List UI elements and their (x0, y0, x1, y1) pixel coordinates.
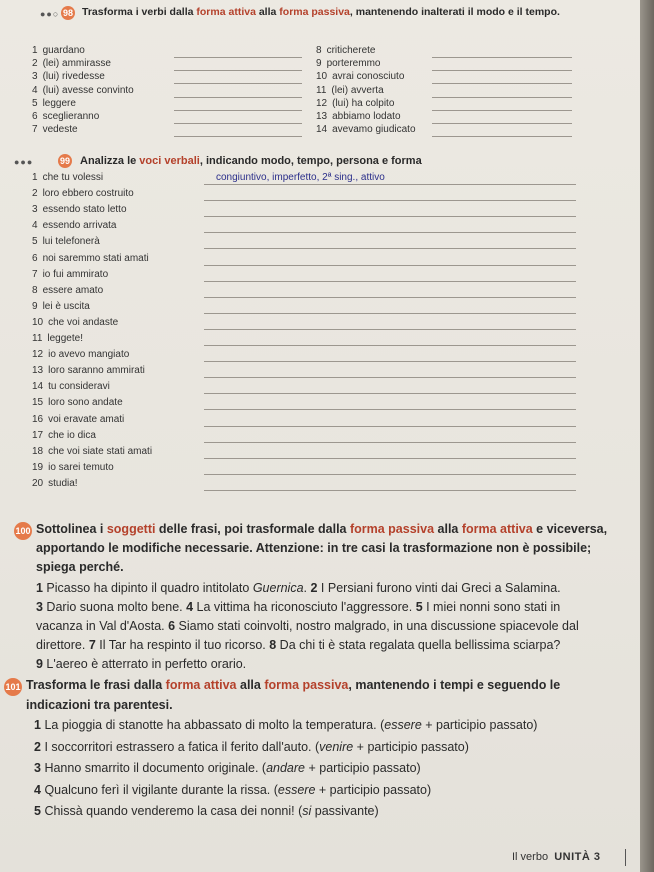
answer-line[interactable] (204, 184, 576, 185)
item-text: essere amato (42, 284, 104, 296)
item-text: io avevo mangiato (48, 349, 130, 361)
item-number: 16 (32, 413, 44, 425)
list-item (32, 220, 117, 231)
item-text: guardano (42, 45, 85, 56)
answer-line[interactable] (204, 200, 576, 201)
hint-rest: + participio passato) (353, 739, 469, 754)
item-number: 13 (316, 111, 328, 122)
item-number: 14 (32, 381, 44, 393)
answer-line[interactable] (174, 97, 302, 98)
item-number: 5 (34, 804, 41, 818)
item-number: 19 (32, 461, 44, 473)
exercise-101-title: Trasforma le frasi dalla forma attiva alla forma passiva, mantenendo i tempi e seguendo le (26, 678, 561, 692)
list-item (32, 98, 76, 109)
item-text: essendo stato letto (42, 204, 127, 216)
item-number: 4 (32, 220, 38, 232)
answer-line[interactable] (432, 83, 572, 84)
answer-line[interactable] (204, 216, 576, 217)
item-number: 5 (32, 97, 38, 109)
item-number: 9 (32, 300, 38, 312)
item-number: 6 (32, 252, 38, 264)
list-item (32, 301, 90, 312)
item-text: vedeste (42, 124, 78, 136)
item-text: Hanno smarrito il documento originale. (44, 761, 259, 775)
item-text: voi eravate amati (48, 413, 125, 425)
hint-keyword: venire (319, 739, 354, 754)
list-item (32, 333, 83, 344)
item-number: 18 (32, 445, 44, 457)
list-item (32, 111, 99, 122)
item-text: criticherete (326, 45, 376, 56)
item-number: 1 (32, 172, 38, 183)
item-number: 10 (32, 316, 44, 328)
answer-line[interactable] (432, 123, 572, 124)
hint-open: ( (270, 782, 278, 797)
hint-open: ( (258, 761, 267, 775)
difficulty-dots: ●●○ (40, 9, 60, 19)
exercise-100-line: 3 Dario suona molto bene. 4 La vittima ha riconosciuto l'aggressore. 5 I miei nonni sono stati in (36, 600, 561, 614)
exercise-101-title-line2: indicazioni tra parentesi. (26, 698, 173, 712)
list-item (34, 718, 537, 732)
item-text: I soccorritori estrassero a fatica il ferito dall'auto. (44, 739, 312, 754)
list-item (32, 397, 123, 408)
list-item (32, 317, 118, 328)
item-number: 12 (316, 97, 328, 109)
item-text: io sarei temuto (48, 461, 114, 473)
answer-line[interactable] (174, 123, 302, 124)
list-item (32, 204, 127, 215)
item-number: 6 (32, 111, 38, 122)
answer-line[interactable] (174, 70, 302, 71)
hint-open: ( (376, 718, 385, 732)
item-number: 13 (32, 365, 44, 377)
exercise-100-title-line3: spiega perché. (36, 560, 124, 574)
item-text: noi saremmo stati amati (42, 252, 149, 264)
answer-line[interactable] (204, 426, 576, 427)
item-text: tu consideravi (48, 381, 110, 393)
answer-line[interactable] (174, 110, 302, 111)
list-item (34, 804, 379, 818)
list-item (32, 124, 78, 135)
answer-line[interactable] (204, 490, 576, 491)
item-text: (lei) avverta (331, 84, 384, 96)
answer-line[interactable] (204, 281, 576, 282)
hint-keyword: andare (266, 761, 306, 775)
item-text: (lui) ha colpito (332, 97, 395, 109)
list-item (316, 98, 394, 109)
item-text: lui telefonerà (42, 236, 100, 248)
list-item (32, 430, 96, 441)
answer-line[interactable] (204, 329, 576, 330)
list-item (34, 761, 421, 775)
item-number: 9 (316, 58, 322, 70)
list-item (32, 381, 110, 392)
answer-line[interactable] (204, 474, 576, 475)
item-text: che voi andaste (48, 316, 119, 328)
answer-line[interactable] (174, 57, 302, 58)
list-item (32, 285, 103, 296)
exercise-100-title: Sottolinea i soggetti delle frasi, poi trasformale dalla forma passiva alla forma attiva e viceversa, (36, 522, 608, 536)
list-item (316, 111, 401, 122)
list-item (32, 462, 114, 473)
item-number: 3 (32, 204, 38, 216)
answer-line[interactable] (432, 57, 572, 58)
item-text: loro sono andate (48, 397, 123, 409)
answer-line[interactable] (204, 361, 576, 362)
item-text: (lui) avesse convinto (42, 84, 134, 96)
list-item (32, 269, 108, 280)
exercise-100-line: 1 Picasso ha dipinto il quadro intitolato Guernica. 2 I Persiani furono vinti dai Greci a Salamina. (36, 581, 561, 595)
item-number: 8 (316, 45, 322, 56)
answer-line[interactable] (204, 409, 576, 410)
list-item (32, 478, 78, 489)
hint-rest: + participio passato) (305, 761, 421, 775)
item-text: che tu volessi (42, 172, 104, 183)
exercise-number-98: 98 (62, 8, 73, 18)
item-number: 20 (32, 477, 44, 489)
page-footer: Il verbo UNITÀ 3 (512, 851, 601, 863)
item-number: 17 (32, 429, 44, 441)
item-number: 5 (32, 236, 38, 248)
exercise-99-title: Analizza le voci verbali, indicando modo, tempo, persona e forma (80, 155, 422, 167)
item-text: avrai conosciuto (332, 71, 405, 83)
item-number: 1 (32, 45, 38, 56)
exercise-100-line: vacanza in Val d'Aosta. 6 Siamo stati coinvolti, nostro malgrado, in una discussione spiacevole dal (36, 619, 579, 633)
hint-open: ( (294, 804, 303, 818)
item-number: 3 (34, 761, 41, 775)
list-item (32, 446, 152, 457)
hint-rest: passivante) (311, 804, 379, 818)
item-text: leggete! (47, 333, 83, 344)
item-text: io fui ammirato (42, 268, 109, 280)
list-item (32, 58, 111, 69)
exercise-number-100: 100 (14, 522, 32, 540)
exercise-100-title-line2: apportando le modifiche necessarie. Attenzione: in tre casi la trasformazione non è possibile; (36, 541, 592, 555)
answer-line[interactable] (204, 248, 576, 249)
list-item (316, 124, 416, 135)
item-number: 14 (316, 124, 328, 136)
item-text: (lei) ammirasse (42, 58, 111, 70)
item-text: Chissà quando venderemo la casa dei nonni! (44, 804, 295, 818)
list-item (316, 71, 404, 82)
item-text: loro ebbero costruito (42, 188, 134, 200)
item-number: 10 (316, 71, 328, 83)
list-item (316, 85, 384, 96)
list-item (32, 45, 85, 56)
list-item (32, 349, 129, 360)
answer-line[interactable] (204, 345, 576, 346)
list-item (32, 85, 134, 96)
item-number: 12 (32, 349, 44, 361)
answer-line[interactable] (204, 458, 576, 459)
page-edge (640, 0, 654, 872)
exercise-100-line: 9 L'aereo è atterrato in perfetto orario. (36, 657, 247, 671)
item-text: abbiamo lodato (332, 111, 401, 122)
exercise-100-line: direttore. 7 Il Tar ha respinto il tuo ricorso. 8 Da chi ti è stata regalata quella bellissima sciarpa? (36, 638, 561, 652)
item-text: La pioggia di stanotte ha abbassato di molto la temperatura. (44, 718, 377, 732)
list-item (34, 740, 469, 754)
list-item (32, 253, 149, 264)
answer-line[interactable] (204, 442, 576, 443)
item-text: sceglieranno (42, 111, 100, 122)
answer-line[interactable] (432, 97, 572, 98)
answer-line[interactable] (432, 136, 572, 137)
list-item (316, 58, 380, 69)
item-text: avevamo giudicato (332, 124, 416, 136)
answer-line[interactable] (432, 110, 572, 111)
item-text: che io dica (48, 429, 96, 441)
item-text: essendo arrivata (42, 220, 117, 232)
list-item (32, 236, 100, 247)
item-number: 2 (34, 739, 41, 754)
footer-divider (625, 849, 626, 866)
hint-keyword: essere (384, 718, 422, 732)
hint-keyword: si (302, 804, 312, 818)
item-text: che voi siate stati amati (48, 445, 153, 457)
hint-rest: + participio passato) (421, 718, 538, 732)
hint-open: ( (311, 739, 320, 754)
answer-line[interactable] (174, 136, 302, 137)
item-number: 7 (32, 124, 38, 136)
item-number: 2 (32, 188, 38, 200)
item-text: loro saranno ammirati (48, 365, 145, 377)
answer-line[interactable] (432, 70, 572, 71)
list-item (32, 414, 124, 425)
answer-line[interactable] (204, 232, 576, 233)
item-number: 4 (34, 782, 41, 797)
item-text: studia! (48, 477, 78, 489)
item-number: 7 (32, 268, 38, 280)
item-text: Qualcuno ferì il vigilante durante la rissa. (44, 782, 271, 797)
item-number: 4 (32, 84, 38, 96)
list-item (32, 172, 103, 183)
difficulty-dots: ●●● (14, 157, 34, 167)
list-item (32, 71, 105, 82)
item-text: porteremmo (326, 58, 381, 70)
item-number: 15 (32, 397, 44, 409)
answer-line[interactable] (174, 83, 302, 84)
answer-line[interactable] (204, 377, 576, 378)
answer-line[interactable] (204, 265, 576, 266)
answer-line[interactable] (204, 297, 576, 298)
answer-line[interactable] (204, 313, 576, 314)
list-item (32, 365, 145, 376)
list-item (316, 45, 375, 56)
exercise-number-101: 101 (4, 678, 22, 696)
hint-rest: + participio passato) (315, 782, 432, 797)
hint-keyword: essere (277, 782, 316, 797)
item-number: 1 (34, 718, 41, 732)
exercise-98-title: Trasforma i verbi dalla forma attiva alla forma passiva, mantenendo inalterati il modo e il tempo. (82, 6, 560, 18)
item-text: (lui) rivedesse (42, 71, 105, 83)
list-item (32, 188, 134, 199)
answer-line[interactable] (204, 393, 576, 394)
example-answer: congiuntivo, imperfetto, 2ª sing., attivo (216, 172, 385, 183)
item-number: 11 (316, 84, 327, 96)
item-text: lei è uscita (42, 300, 90, 312)
item-number: 2 (32, 58, 38, 70)
item-number: 3 (32, 71, 38, 83)
item-text: leggere (42, 97, 76, 109)
item-number: 8 (32, 284, 38, 296)
exercise-number-99: 99 (59, 156, 70, 166)
list-item (34, 783, 431, 797)
item-number: 11 (32, 333, 43, 344)
